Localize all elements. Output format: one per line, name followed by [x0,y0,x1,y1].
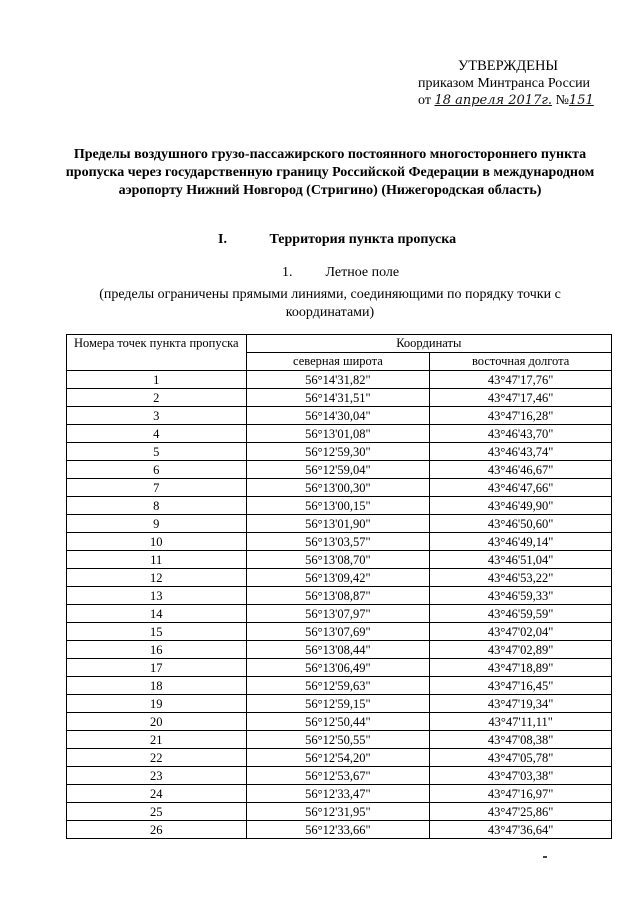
table-row [67,623,612,641]
handwritten-date: 18 апреля 2017г. [434,93,553,108]
table-row [67,407,612,425]
latitude-cell: 56°13'09,42" [246,569,430,587]
longitude-cell: 43°46'43,74" [430,443,612,461]
document-title: Пределы воздушного грузо-пассажирского постоянного многостороннего пункта пропуска через государственную границу Российской Федерации в международном аэропорту Нижний Новгород (Стригино) (Нижегородская область) [65,147,595,198]
latitude-cell: 56°13'00,15" [246,497,430,515]
point-number: 19 [67,695,247,713]
latitude-cell: 56°13'03,57" [246,533,430,551]
table-row [67,677,612,695]
table-row [67,371,612,389]
longitude-cell: 43°47'25,86" [430,803,612,821]
latitude-cell: 56°13'08,44" [246,641,430,659]
approval-stamp [418,58,618,109]
longitude-cell: 43°47'18,89" [430,659,612,677]
coordinates-table [66,334,612,839]
point-number: 2 [67,389,247,407]
latitude-cell: 56°13'07,97" [246,605,430,623]
longitude-cell: 43°46'51,04" [430,551,612,569]
point-number: 25 [67,803,247,821]
latitude-cell: 56°13'08,70" [246,551,430,569]
header-point-numbers: Номера точек пункта пропуска [67,335,247,371]
table-row [67,425,612,443]
table-row [67,515,612,533]
longitude-cell: 43°47'16,45" [430,677,612,695]
point-number: 6 [67,461,247,479]
point-number: 21 [67,731,247,749]
longitude-cell: 43°46'43,70" [430,425,612,443]
longitude-cell: 43°47'11,11" [430,713,612,731]
point-number: 17 [67,659,247,677]
section-heading [218,232,456,248]
point-number: 5 [67,443,247,461]
latitude-cell: 56°12'59,15" [246,695,430,713]
point-number: 18 [67,677,247,695]
longitude-cell: 43°47'16,28" [430,407,612,425]
point-number: 15 [67,623,247,641]
longitude-cell: 43°47'19,34" [430,695,612,713]
table-row [67,749,612,767]
point-number: 24 [67,785,247,803]
longitude-cell: 43°47'02,89" [430,641,612,659]
table-row [67,803,612,821]
point-number: 9 [67,515,247,533]
longitude-cell: 43°46'53,22" [430,569,612,587]
longitude-cell: 43°47'17,46" [430,389,612,407]
point-number: 1 [67,371,247,389]
handwritten-number: 151 [568,93,594,108]
latitude-cell: 56°12'53,67" [246,767,430,785]
subsection-heading [282,265,399,281]
longitude-cell: 43°47'02,04" [430,623,612,641]
table-row [67,713,612,731]
table-row [67,659,612,677]
point-number: 10 [67,533,247,551]
header-longitude: восточная долгота [430,353,612,371]
latitude-cell: 56°12'59,04" [246,461,430,479]
latitude-cell: 56°13'08,87" [246,587,430,605]
scan-mark [543,856,547,858]
longitude-cell: 43°47'36,64" [430,821,612,839]
table-row [67,533,612,551]
table-row [67,821,612,839]
table-row [67,695,612,713]
point-number: 26 [67,821,247,839]
table-body [67,371,612,839]
table-row [67,785,612,803]
longitude-cell: 43°47'16,97" [430,785,612,803]
subsection-title: Летное поле [325,265,400,280]
latitude-cell: 56°13'06,49" [246,659,430,677]
latitude-cell: 56°14'30,04" [246,407,430,425]
subsection-number: 1. [282,265,293,280]
table-row [67,767,612,785]
longitude-cell: 43°46'50,60" [430,515,612,533]
point-number: 13 [67,587,247,605]
longitude-cell: 43°46'59,33" [430,587,612,605]
point-number: 11 [67,551,247,569]
number-prefix: № [555,93,569,108]
point-number: 12 [67,569,247,587]
approval-date-line [418,92,618,109]
longitude-cell: 43°46'49,90" [430,497,612,515]
table-row [67,605,612,623]
table-row [67,479,612,497]
longitude-cell: 43°46'49,14" [430,533,612,551]
approval-title: УТВЕРЖДЕНЫ [458,58,559,74]
latitude-cell: 56°13'00,30" [246,479,430,497]
longitude-cell: 43°47'08,38" [430,731,612,749]
longitude-cell: 43°46'59,59" [430,605,612,623]
table-row [67,389,612,407]
longitude-cell: 43°46'46,67" [430,461,612,479]
latitude-cell: 56°13'07,69" [246,623,430,641]
longitude-cell: 43°47'05,78" [430,749,612,767]
latitude-cell: 56°12'50,44" [246,713,430,731]
point-number: 23 [67,767,247,785]
point-number: 3 [67,407,247,425]
point-number: 16 [67,641,247,659]
section-title: Территория пункта пропуска [269,232,457,247]
longitude-cell: 43°46'47,66" [430,479,612,497]
point-number: 14 [67,605,247,623]
section-number: I. [218,232,227,247]
table-row [67,731,612,749]
point-number: 7 [67,479,247,497]
longitude-cell: 43°47'17,76" [430,371,612,389]
latitude-cell: 56°12'54,20" [246,749,430,767]
point-number: 8 [67,497,247,515]
table-row [67,461,612,479]
longitude-cell: 43°47'03,38" [430,767,612,785]
table-row [67,641,612,659]
latitude-cell: 56°12'59,30" [246,443,430,461]
table-row [67,497,612,515]
header-coordinates: Координаты [246,335,611,353]
table-row [67,443,612,461]
point-number: 22 [67,749,247,767]
table-row [67,551,612,569]
latitude-cell: 56°12'31,95" [246,803,430,821]
date-prefix: от [418,93,431,108]
table-row [67,587,612,605]
latitude-cell: 56°12'50,55" [246,731,430,749]
point-number: 20 [67,713,247,731]
table-row [67,569,612,587]
latitude-cell: 56°12'33,66" [246,821,430,839]
latitude-cell: 56°14'31,82" [246,371,430,389]
latitude-cell: 56°14'31,51" [246,389,430,407]
latitude-cell: 56°12'33,47" [246,785,430,803]
approval-order: приказом Минтранса России [418,76,591,91]
point-number: 4 [67,425,247,443]
header-latitude: северная широта [246,353,430,371]
latitude-cell: 56°13'01,90" [246,515,430,533]
latitude-cell: 56°13'01,08" [246,425,430,443]
latitude-cell: 56°12'59,63" [246,677,430,695]
boundary-note: (пределы ограничены прямыми линиями, соединяющими по порядку точки с координатами) [99,287,561,320]
